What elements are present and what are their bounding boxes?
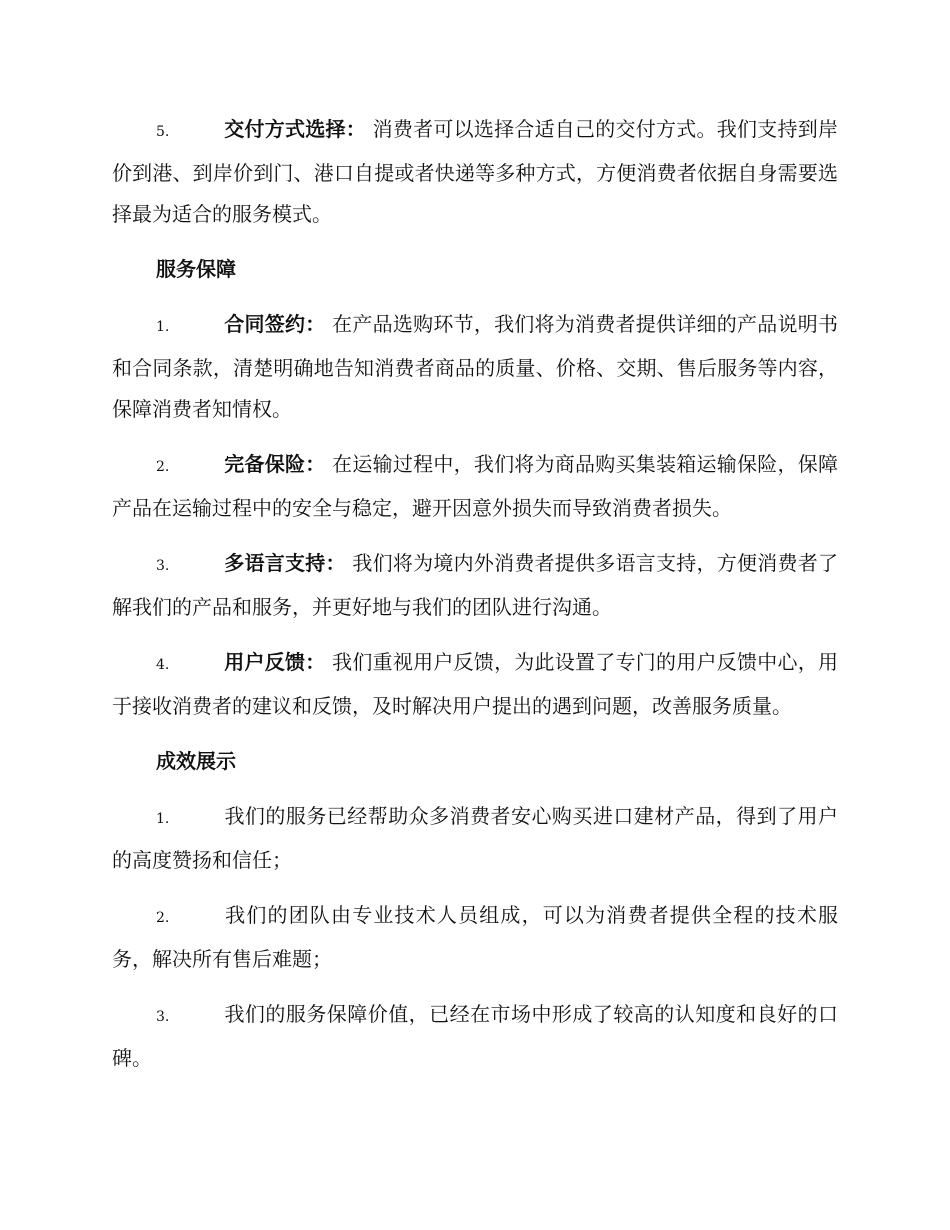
item-text: 在产品选购环节，我们将为消费者提供详细的产品说明书和合同条款，清楚明确地告知消费者商品的质量、价格、交期、售后服务等内容，保障消费者知情权。	[112, 312, 839, 421]
item-text: 我们的团队由专业技术人员组成，可以为消费者提供全程的技术服务，解决所有售后难题；	[112, 903, 838, 971]
list-item-delivery	[112, 109, 838, 235]
list-number: 1.	[156, 319, 170, 335]
item-label: 用户反馈：	[224, 650, 326, 674]
item-label: 完备保险：	[224, 452, 326, 476]
item-label: 合同签约：	[224, 312, 326, 336]
list-number: 5.	[156, 124, 170, 140]
list-number: 3.	[156, 1009, 170, 1025]
document-body	[112, 109, 838, 1093]
list-item	[112, 642, 838, 727]
list-number: 3.	[156, 558, 170, 574]
section-heading-results: 成效展示	[156, 749, 236, 773]
section-heading-service: 服务保障	[156, 257, 236, 281]
list-item	[112, 994, 838, 1079]
item-text: 我们重视用户反馈，为此设置了专门的用户反馈中心，用于接收消费者的建议和反馈，及时解决用户提出的遇到问题，改善服务质量。	[112, 650, 839, 718]
list-item	[112, 895, 838, 980]
item-text: 在运输过程中，我们将为商品购买集装箱运输保险，保障产品在运输过程中的安全与稳定，避开因意外损失而导致消费者损失。	[112, 452, 839, 520]
list-item	[112, 543, 838, 628]
list-item	[112, 444, 838, 529]
list-number: 4.	[156, 657, 170, 673]
item-label: 多语言支持：	[224, 551, 346, 575]
list-item	[112, 304, 838, 430]
list-number: 2.	[156, 910, 170, 926]
list-number: 2.	[156, 459, 170, 475]
item-text: 我们的服务保障价值，已经在市场中形成了较高的认知度和良好的口碑。	[112, 1002, 838, 1070]
list-number: 1.	[156, 811, 170, 827]
item-text: 我们的服务已经帮助众多消费者安心购买进口建材产品，得到了用户的高度赞扬和信任；	[112, 804, 838, 872]
item-label: 交付方式选择：	[224, 117, 366, 141]
list-item	[112, 796, 838, 881]
item-text: 消费者可以选择合适自己的交付方式。我们支持到岸价到港、到岸价到门、港口自提或者快递等多种方式，方便消费者依据自身需要选择最为适合的服务模式。	[112, 117, 839, 226]
item-text: 我们将为境内外消费者提供多语言支持，方便消费者了解我们的产品和服务，并更好地与我们的团队进行沟通。	[112, 551, 839, 619]
